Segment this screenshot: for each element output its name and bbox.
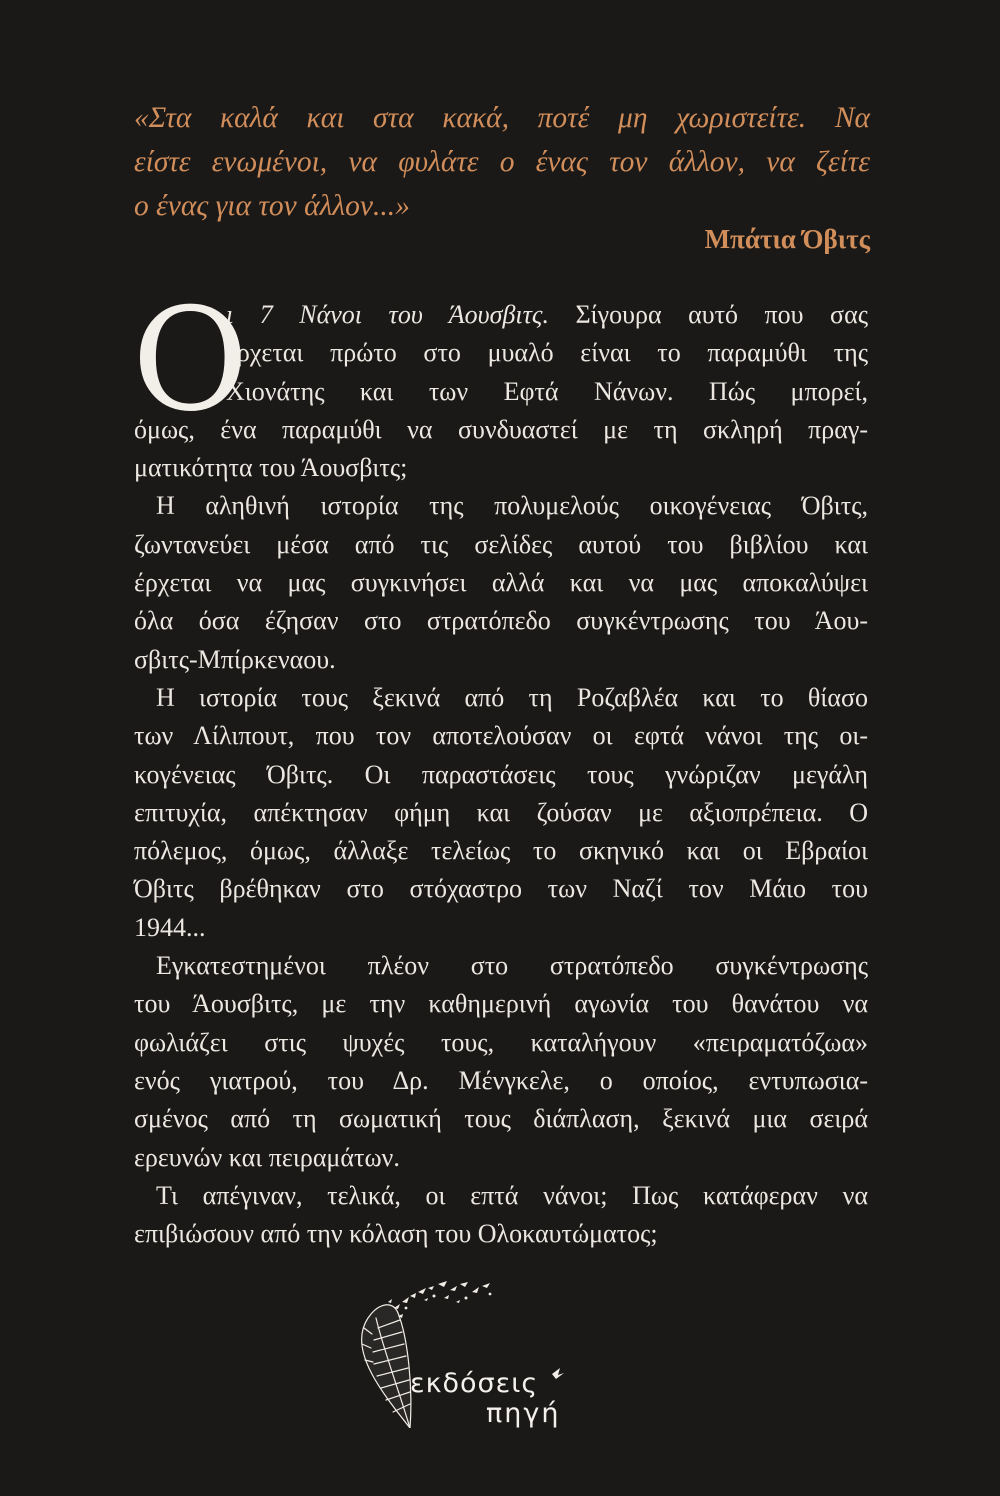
text-line: φωλιάζει στις ψυχές τους, καταλήγουν «πειραματόζωα» [134,1027,868,1057]
text-line: επιτυχία, απέκτησαν φήμη και ζούσαν με αξιοπρέπεια. Ο [134,797,868,827]
quote-line: ο ένας για τον άλλον...» [134,190,410,222]
blurb-text [132,278,868,1253]
book-title: ι 7 Νάνοι του Άουσβιτς. [226,300,549,329]
feather-birds-icon [338,1278,608,1428]
text-line: έρχεται πρώτο στο μυαλό είναι το παραμύθι της [226,338,868,368]
text-line: πόλεμος, όμως, άλλαξε τελείως το σκηνικό και οι Εβραίοι [134,836,868,866]
text-line: Χιονάτης και των Εφτά Νάνων. Πώς μπορεί, [226,376,868,406]
text-line: ματικότητα του Άουσβιτς; [134,453,408,483]
text-line: όλα όσα έζησαν στο στρατόπεδο συγκέντρωσης του Άου- [134,606,868,636]
paragraph-2 [134,487,868,678]
quote-line: είστε ενωμένοι, να φυλάτε ο ένας τον άλλον, να ζείτε [134,146,870,178]
epigraph-quote [134,96,870,228]
text-line: ενός γιατρού, του Δρ. Μένγκελε, ο οποίος, εντυπωσια- [134,1065,868,1095]
text-line: ερευνών και πειραμάτων. [134,1142,400,1172]
drop-cap: Ο [132,278,249,443]
text-line: Η αληθινή ιστορία της πολυμελούς οικογένειας Όβιτς, [156,491,868,521]
text-fragment: Σίγουρα αυτό που σας [548,300,868,329]
quote-line: «Στα καλά και στα κακά, ποτέ μη χωριστείτε. Να [134,102,870,134]
text-line: ζωντανεύει μέσα από τις σελίδες αυτού του βιβλίου και [134,529,868,559]
text-line: Η ιστορία τους ξεκινά από τη Ροζαβλέα και το θίασο [156,682,868,712]
paragraph-1 [132,278,868,487]
text-line: του Άουσβιτς, με την καθημερινή αγωνία του θανάτου να [134,989,868,1019]
text-line: κογένειας Όβιτς. Οι παραστάσεις τους γνώριζαν μεγάλη [134,759,868,789]
paragraph-3 [134,679,868,947]
paragraph-5 [134,1177,868,1254]
quote-author: Μπάτια Όβιτς [704,224,870,254]
text-line: σμένος από τη σωματική τους διάπλαση, ξεκινά μια σειρά [134,1104,868,1134]
publisher-name: εκδόσεις [410,1368,539,1399]
text-line: σβιτς-Μπίρκεναου. [134,644,336,674]
paragraph-4 [134,947,868,1177]
text-line: Όβιτς βρέθηκαν στο στόχαστρο των Ναζί τον Μάιο του [134,874,868,904]
text-line: των Λίλιπουτ, που τον αποτελούσαν οι εφτά νάνοι της οι- [134,721,868,751]
publisher-name-2: πηγή [486,1398,561,1429]
text-line: επιβιώσουν από την κόλαση του Ολοκαυτώματος; [134,1219,658,1249]
text-line: Εγκατεστημένοι πλέον στο στρατόπεδο συγκέντρωσης [156,951,868,981]
text-line: όμως, ένα παραμύθι να συνδυαστεί με τη σκληρή πραγ- [134,414,868,444]
text-line: 1944... [134,912,206,942]
text-line: έρχεται να μας συγκινήσει αλλά και να μας αποκαλύψει [134,568,868,598]
text-line: Τι απέγιναν, τελικά, οι επτά νάνοι; Πως κατάφεραν να [156,1180,868,1210]
